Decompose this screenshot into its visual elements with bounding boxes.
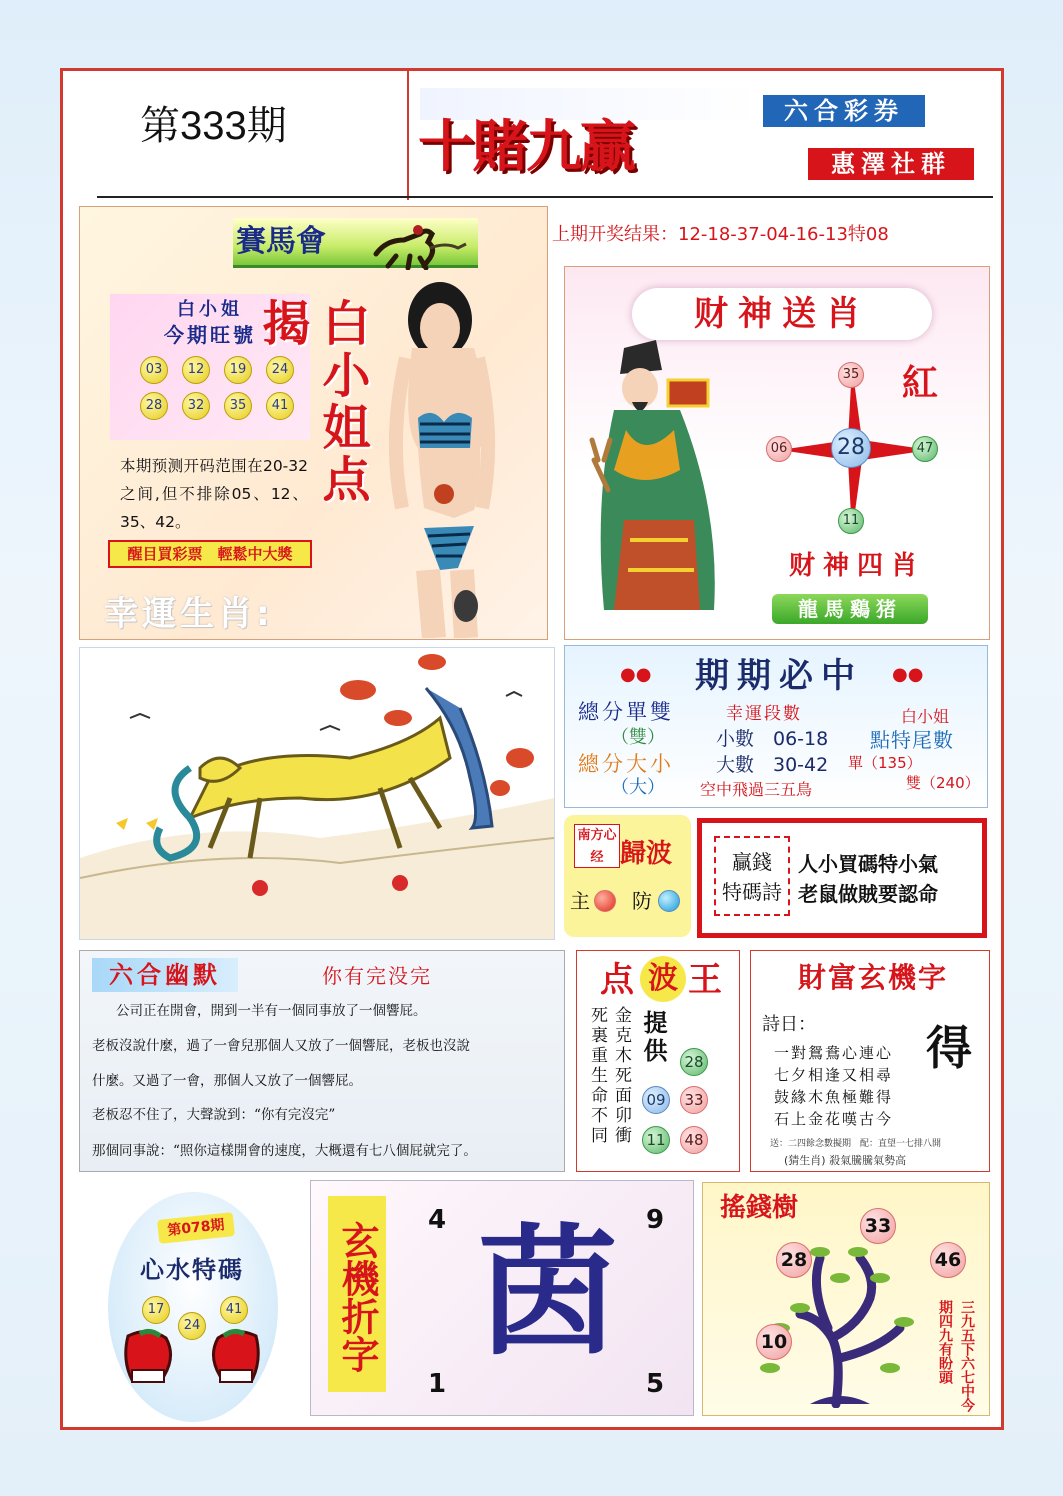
miss-number-ball: 28 [140, 392, 168, 420]
caishen-right-ball: 47 [912, 436, 938, 462]
caishen-color: 紅 [902, 362, 939, 404]
qiqi-title: 期期必中 [695, 656, 863, 696]
fortune-line: 一對鴛鴦心連心 [774, 1044, 894, 1062]
guibo-title: 歸波 [620, 839, 673, 869]
miss-title-2: 今期旺號 [164, 323, 256, 347]
qiqi-even-tails: 雙（240） [906, 774, 980, 792]
heart-ball: 41 [220, 1296, 248, 1324]
horse-title: 賽馬會 [236, 224, 326, 259]
miss-number-ball: 32 [182, 392, 210, 420]
tree-ball: 33 [860, 1208, 896, 1244]
last-result: 上期开奖结果：12-18-37-04-16-13特08 [552, 224, 889, 245]
coin-icon: ●● [620, 664, 652, 685]
humor-label: 六合幽默 [92, 958, 238, 992]
heart-issue: 第078期 [157, 1212, 235, 1244]
xuanji-number-br: 5 [646, 1369, 665, 1399]
badge-community: 惠澤社群 [808, 148, 974, 180]
header-divider-vertical [407, 70, 409, 200]
poem-line-1: 人小買碼特小氣 [798, 852, 938, 876]
dianbo-column-2: 金克木死面卯衝 [611, 1006, 631, 1146]
xuanji-big-char: 茵 [477, 1212, 618, 1375]
qiqi-size-value: （大） [611, 777, 665, 798]
tree-verse: 三九五下六七中今期四九有盼頭 [937, 1300, 975, 1412]
fortune-shiri: 詩日： [762, 1014, 816, 1035]
miss-number-ball: 12 [182, 356, 210, 384]
caishen-center-ball: 28 [831, 428, 871, 468]
qiqi-bird-hint: 空中飛過三五鳥 [700, 780, 813, 799]
caishen-title: 财神送肖 [694, 294, 870, 334]
caishen-left-ball: 06 [766, 436, 792, 462]
xuanji-label: 玄機折字 [335, 1221, 379, 1373]
miss-number-ball: 19 [224, 356, 252, 384]
miss-vertical-title: 白小姐点揭 [254, 298, 370, 506]
dianbo-ball: 48 [680, 1126, 708, 1154]
miss-number-ball: 35 [224, 392, 252, 420]
caishen-top-ball: 35 [838, 362, 864, 388]
money-tree-illustration [740, 1228, 940, 1408]
dianbo-title-a: 点 [600, 960, 634, 1000]
miss-title-1: 白小姐 [177, 299, 243, 320]
racehorse-icon [366, 218, 476, 270]
fortune-line: 鼓緣木魚極難得 [774, 1088, 894, 1106]
dianbo-ball: 28 [680, 1048, 708, 1076]
badge-lottery: 六合彩券 [763, 95, 925, 127]
red-wave-ball [594, 890, 616, 912]
boxing-glove-icon [208, 1326, 264, 1386]
poem-label-2: 特碼詩 [722, 880, 782, 904]
dianbo-title-c: 王 [688, 960, 722, 1000]
heart-title: 心水特碼 [140, 1255, 244, 1284]
miss-number-ball: 24 [266, 356, 294, 384]
dianbo-ball: 33 [680, 1086, 708, 1114]
qiqi-big-range: 大數 30-42 [716, 754, 829, 776]
qiqi-oddeven-value: （雙） [611, 727, 665, 748]
caishen-animals: 龍馬鷄猪 [772, 594, 928, 624]
dianbo-column-1: 死裏重生命不同 [587, 1006, 607, 1146]
qiqi-miss-label: 白小姐 [900, 707, 949, 726]
poem-label-1: 贏錢 [732, 850, 772, 874]
dianbo-ball: 09 [642, 1086, 670, 1114]
qiqi-total-oddeven: 總分單雙 [578, 700, 674, 724]
fortune-line: 石上金花嘆古今 [774, 1110, 894, 1128]
tree-ball: 10 [756, 1324, 792, 1360]
miss-number-ball: 41 [266, 392, 294, 420]
qiqi-total-size: 總分大小 [578, 752, 674, 776]
dianbo-provided: 提供 [639, 1010, 667, 1066]
god-of-wealth-illustration [584, 340, 744, 624]
xuanji-number-tr: 9 [646, 1205, 665, 1235]
range-description: 本期预测开码范围在20-32之间,但不排除05、12、35、42。 [120, 457, 308, 531]
humor-paragraph: 什麼。又過了一會，那個人又放了一個響屁。 [92, 1073, 362, 1089]
fortune-title: 財富玄機字 [797, 961, 948, 994]
coin-icon: ●● [892, 664, 924, 685]
lucky-zodiac-label: 幸運生肖: [104, 594, 274, 634]
qiqi-small-range: 小數 06-18 [716, 728, 829, 750]
slogan-title: 十賭九贏 [418, 114, 634, 180]
blue-wave-ball [658, 890, 680, 912]
dianbo-ball: 11 [642, 1126, 670, 1154]
humor-paragraph: 公司正在開會，開到一半有一個同事放了一個響屁。 [116, 1003, 427, 1019]
issue-number: 第333期 [140, 104, 287, 148]
model-illustration [362, 278, 512, 638]
humor-paragraph: 老板沒說什麼，過了一會兒那個人又放了一個響屁，老板也沒說 [92, 1038, 470, 1054]
caishen-bottom-ball: 11 [838, 508, 864, 534]
poem-line-2: 老鼠做賊要認命 [798, 882, 938, 906]
humor-paragraph: 老板忍不住了，大聲說到：“你有完沒完” [92, 1107, 336, 1123]
fortune-big-char: 得 [926, 1021, 972, 1075]
dianbo-title-b: 波 [640, 956, 686, 1002]
fortune-note: 送：二四餘念數擬期 配：直望一七排八開 [770, 1139, 942, 1149]
miss-number-ball: 03 [140, 356, 168, 384]
fortune-line: 七夕相逢又相尋 [774, 1066, 894, 1084]
humor-paragraph: 那個同事說：“照你這樣開會的速度，大概還有七八個屁就完了。 [92, 1143, 477, 1159]
qiqi-tail-title: 點特尾數 [870, 728, 954, 752]
fortune-footer: (猜生肖) 殺氣騰騰氣勢高 [784, 1154, 907, 1167]
qiqi-lucky-segment: 幸運段數 [726, 704, 802, 724]
humor-title: 你有完没完 [322, 964, 432, 988]
dog-snake-illustration [80, 648, 554, 939]
heart-ball: 17 [142, 1296, 170, 1324]
header-divider-horizontal [97, 196, 993, 198]
qiqi-odd-tails: 單（135） [848, 754, 922, 772]
guibo-guard-label: 防 [632, 889, 652, 913]
tree-ball: 46 [930, 1242, 966, 1278]
caishen-subtitle: 财神四肖 [788, 551, 925, 581]
tree-ball: 28 [776, 1242, 812, 1278]
guibo-label: 南方心经 [574, 824, 620, 868]
xuanji-number-bl: 1 [428, 1369, 447, 1399]
xuanji-number-tl: 4 [428, 1205, 447, 1235]
slogan-banner: 醒目買彩票 輕鬆中大獎 [108, 540, 312, 568]
heart-ball: 24 [178, 1312, 206, 1340]
guibo-main-label: 主 [570, 889, 590, 913]
boxing-glove-icon [120, 1326, 176, 1386]
tree-title: 搖錢樹 [720, 1193, 799, 1223]
